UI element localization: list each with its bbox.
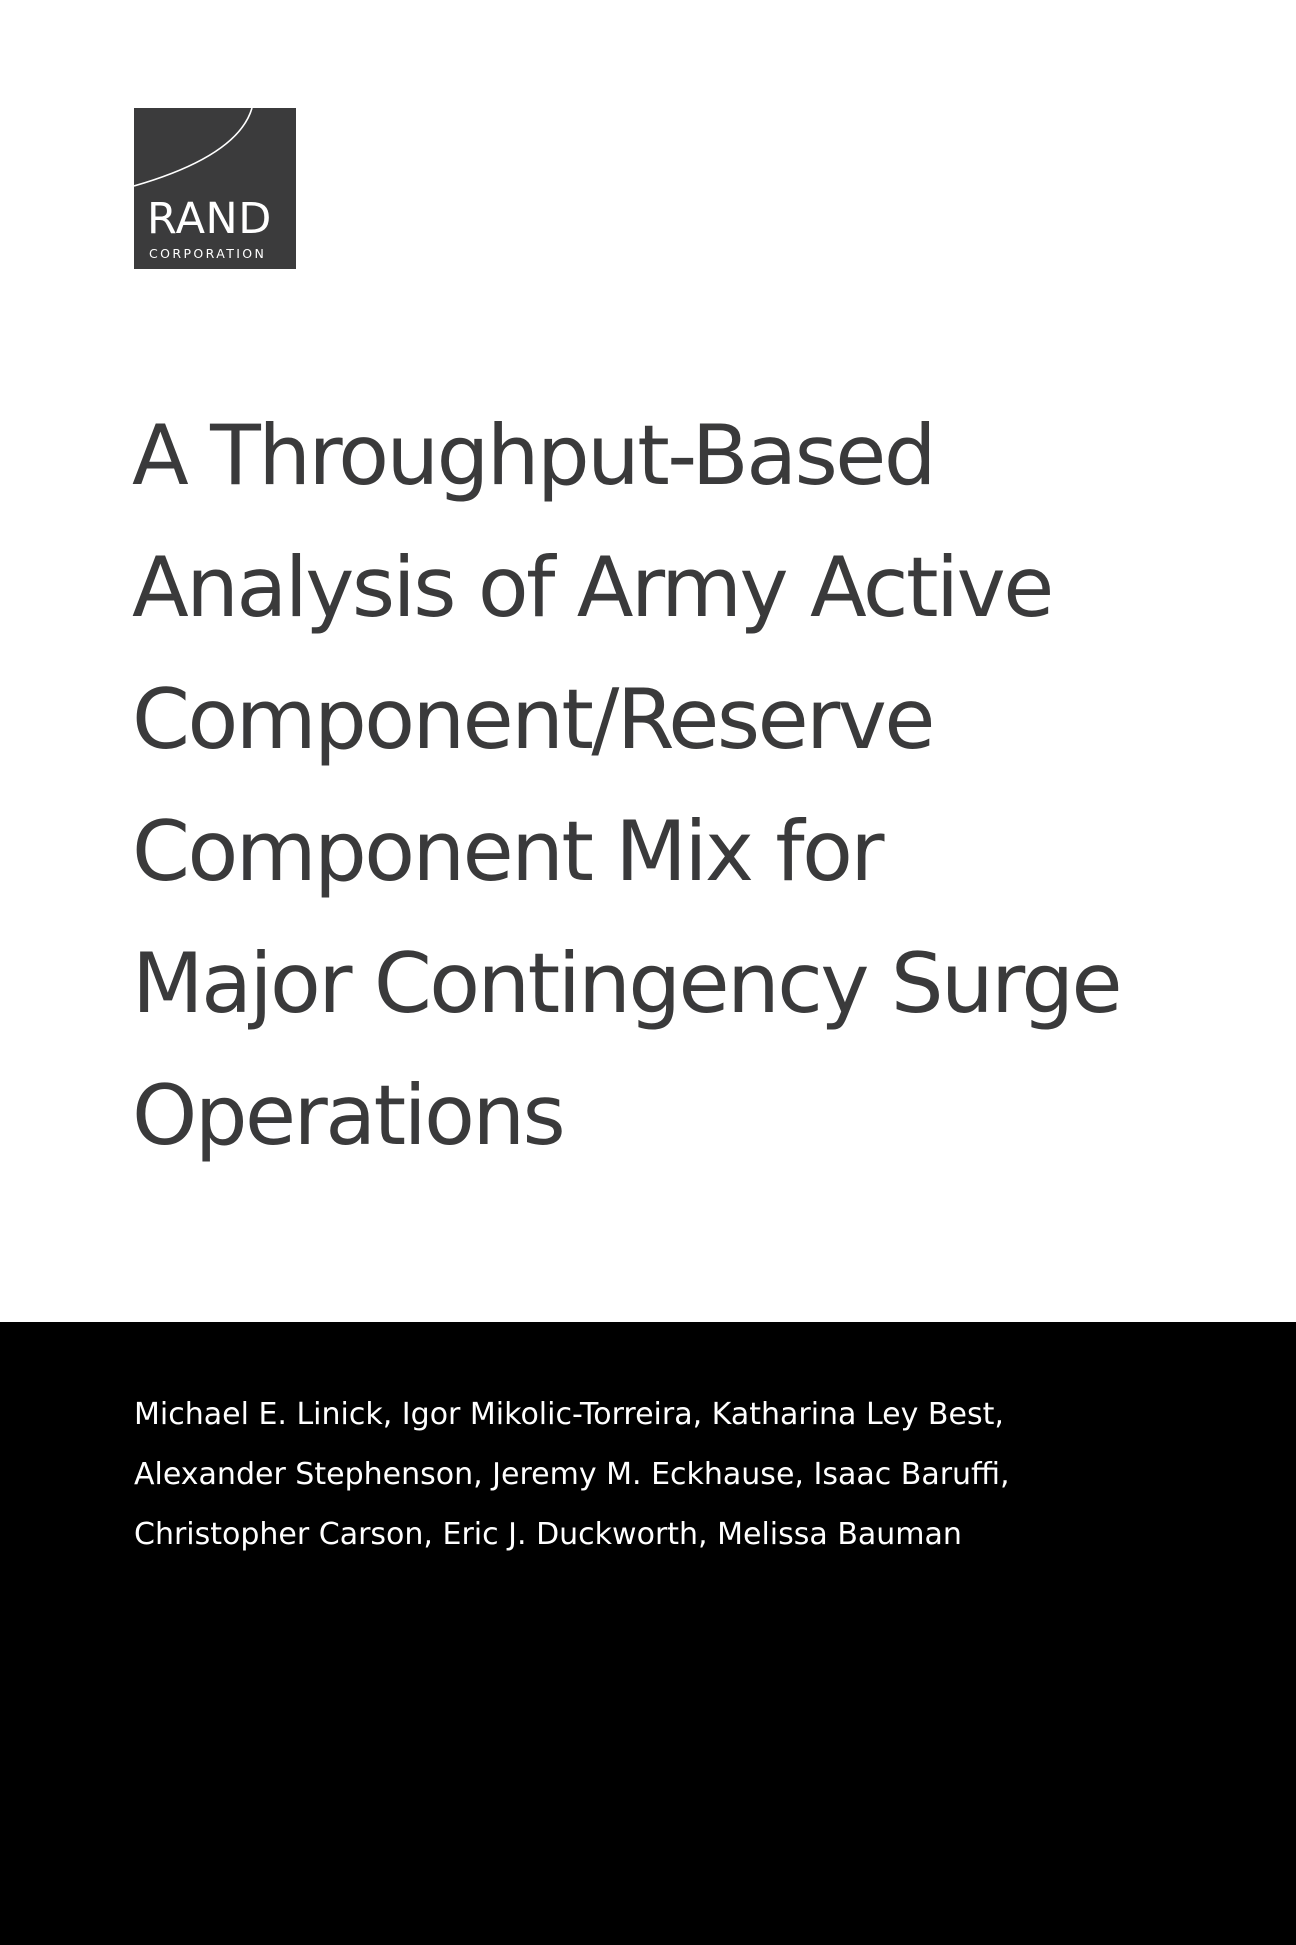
title-line: Operations: [132, 1067, 564, 1164]
author-line: Christopher Carson, Eric J. Duckworth, Melissa Bauman: [134, 1517, 962, 1552]
author-line: Michael E. Linick, Igor Mikolic-Torreira, Katharina Ley Best,: [134, 1397, 1004, 1432]
logo-subtitle: CORPORATION: [149, 246, 267, 261]
report-title: [132, 390, 1252, 1182]
title-line: Component/Reserve: [132, 671, 933, 768]
author-line: Alexander Stephenson, Jeremy M. Eckhause, Isaac Baruffi,: [134, 1457, 1010, 1492]
rand-logo: [134, 108, 296, 269]
logo-arc-icon: [134, 108, 296, 269]
title-line: A Throughput-Based: [132, 407, 935, 504]
logo-name: RAND: [147, 194, 272, 244]
title-line: Analysis of Army Active: [132, 539, 1052, 636]
title-line: Major Contingency Surge: [132, 935, 1121, 1032]
title-line: Component Mix for: [132, 803, 883, 900]
author-list: [134, 1385, 1254, 1565]
